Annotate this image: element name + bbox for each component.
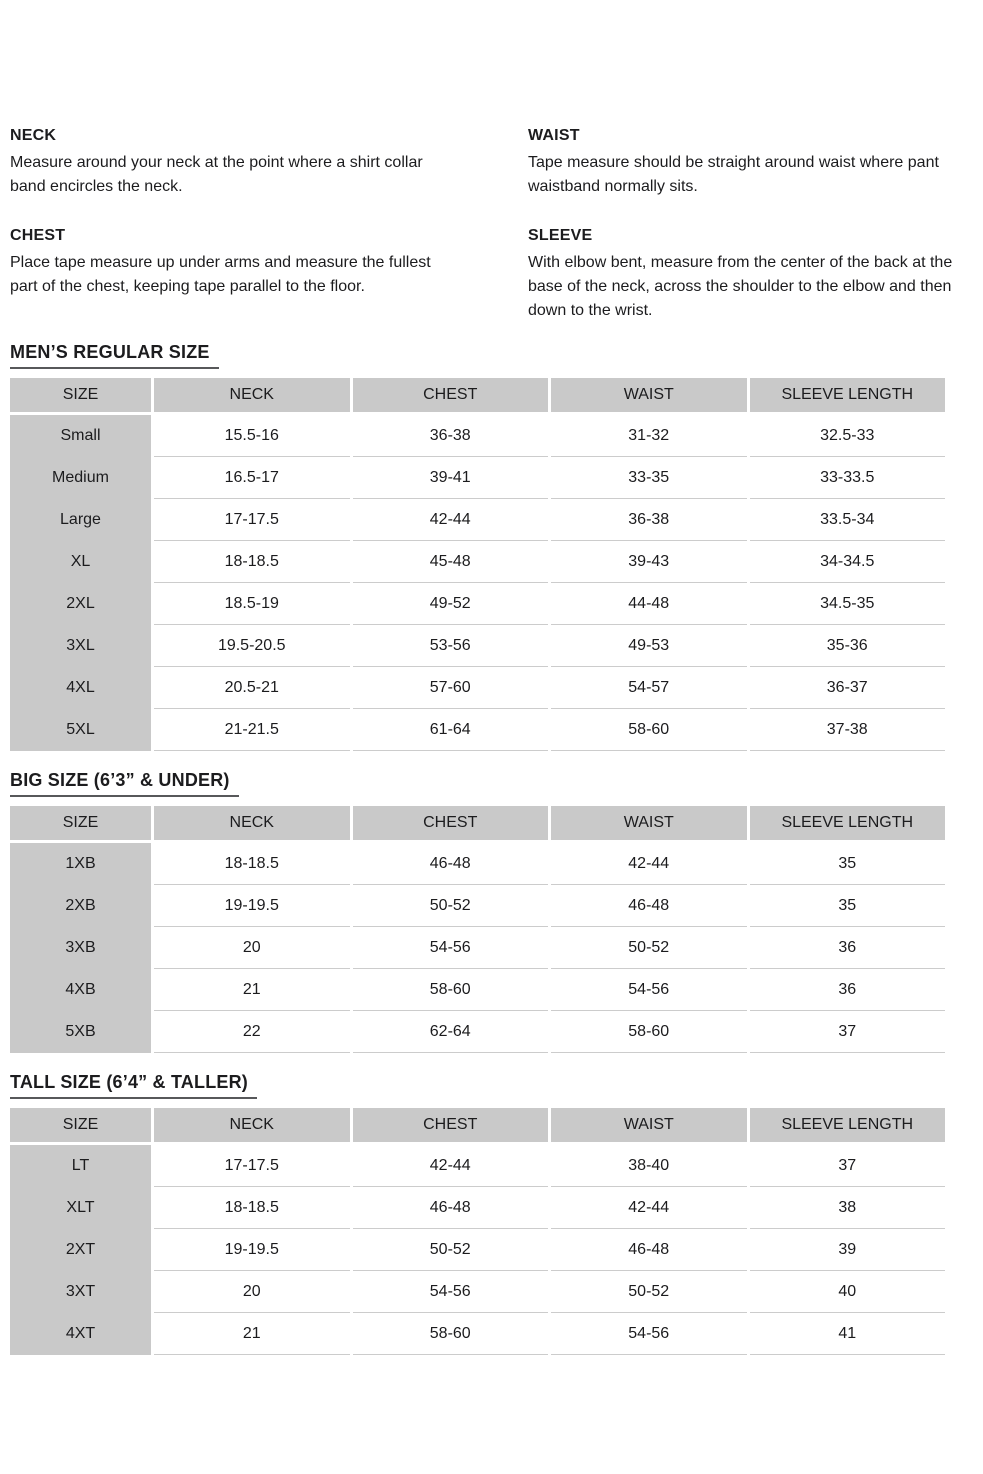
waist-instruction [528, 126, 953, 199]
value-cell: 34.5-35 [750, 583, 946, 625]
big-size-table [7, 806, 948, 1053]
value-cell: 33-33.5 [750, 457, 946, 499]
value-cell: 36-37 [750, 667, 946, 709]
column-header: WAIST [551, 1108, 747, 1145]
table-row [10, 625, 945, 667]
mens-regular-size-heading: MEN’S REGULAR SIZE [10, 341, 219, 369]
value-cell: 58-60 [551, 1011, 747, 1053]
value-cell: 42-44 [353, 499, 549, 541]
value-cell: 35-36 [750, 625, 946, 667]
table-row [10, 885, 945, 927]
value-cell: 21-21.5 [154, 709, 350, 751]
sleeve-instruction [528, 226, 953, 323]
column-header: SLEEVE LENGTH [750, 378, 946, 415]
value-cell: 42-44 [551, 1187, 747, 1229]
value-cell: 22 [154, 1011, 350, 1053]
table-row [10, 457, 945, 499]
value-cell: 34-34.5 [750, 541, 946, 583]
value-cell: 46-48 [353, 843, 549, 885]
size-label-cell: 3XT [10, 1271, 151, 1313]
mens-regular-size-table [7, 378, 948, 751]
neck-instruction-text: Measure around your neck at the point where a shirt collar band encircles the neck. [10, 154, 423, 195]
size-label-cell: 1XB [10, 843, 151, 885]
header-row [10, 806, 945, 843]
table-row [10, 1271, 945, 1313]
column-header: WAIST [551, 806, 747, 843]
value-cell: 54-56 [551, 1313, 747, 1355]
value-cell: 46-48 [551, 1229, 747, 1271]
value-cell: 40 [750, 1271, 946, 1313]
measuring-instructions [10, 126, 953, 323]
value-cell: 50-52 [551, 1271, 747, 1313]
value-cell: 54-56 [353, 1271, 549, 1313]
size-label-cell: 2XT [10, 1229, 151, 1271]
size-label-cell: 2XL [10, 583, 151, 625]
table-row [10, 927, 945, 969]
size-label-cell: LT [10, 1145, 151, 1187]
size-label-cell: Large [10, 499, 151, 541]
value-cell: 36 [750, 927, 946, 969]
value-cell: 18-18.5 [154, 843, 350, 885]
value-cell: 21 [154, 969, 350, 1011]
value-cell: 45-48 [353, 541, 549, 583]
tall-size-section [10, 1071, 953, 1355]
size-label-cell: 4XB [10, 969, 151, 1011]
value-cell: 17-17.5 [154, 499, 350, 541]
value-cell: 61-64 [353, 709, 549, 751]
table-row [10, 583, 945, 625]
value-cell: 50-52 [353, 885, 549, 927]
value-cell: 62-64 [353, 1011, 549, 1053]
value-cell: 17-17.5 [154, 1145, 350, 1187]
value-cell: 41 [750, 1313, 946, 1355]
size-label-cell: 2XB [10, 885, 151, 927]
value-cell: 53-56 [353, 625, 549, 667]
value-cell: 18-18.5 [154, 1187, 350, 1229]
tall-size-heading: TALL SIZE (6’4” & TALLER) [10, 1071, 257, 1099]
column-header: WAIST [551, 378, 747, 415]
value-cell: 36-38 [551, 499, 747, 541]
value-cell: 35 [750, 843, 946, 885]
value-cell: 37-38 [750, 709, 946, 751]
value-cell: 44-48 [551, 583, 747, 625]
value-cell: 20 [154, 927, 350, 969]
size-label-cell: Medium [10, 457, 151, 499]
value-cell: 37 [750, 1011, 946, 1053]
table-row [10, 1187, 945, 1229]
table-row [10, 499, 945, 541]
table-row [10, 1011, 945, 1053]
value-cell: 46-48 [551, 885, 747, 927]
value-cell: 20.5-21 [154, 667, 350, 709]
value-cell: 42-44 [353, 1145, 549, 1187]
mens-regular-size-section [10, 341, 953, 751]
value-cell: 58-60 [353, 969, 549, 1011]
neck-instruction-title: NECK [10, 127, 57, 144]
waist-instruction-text: Tape measure should be straight around waist where pant waistband normally sits. [528, 154, 939, 195]
column-header: CHEST [353, 378, 549, 415]
value-cell: 58-60 [353, 1313, 549, 1355]
value-cell: 36 [750, 969, 946, 1011]
size-label-cell: Small [10, 415, 151, 457]
table-row [10, 541, 945, 583]
column-header: SLEEVE LENGTH [750, 806, 946, 843]
column-header: SLEEVE LENGTH [750, 1108, 946, 1145]
column-header: NECK [154, 1108, 350, 1145]
value-cell: 50-52 [353, 1229, 549, 1271]
chest-instruction-text: Place tape measure up under arms and measure the fullest part of the chest, keeping tape parallel to the floor. [10, 254, 431, 295]
value-cell: 31-32 [551, 415, 747, 457]
value-cell: 20 [154, 1271, 350, 1313]
value-cell: 38 [750, 1187, 946, 1229]
value-cell: 58-60 [551, 709, 747, 751]
value-cell: 19-19.5 [154, 885, 350, 927]
size-label-cell: XLT [10, 1187, 151, 1229]
column-header: CHEST [353, 806, 549, 843]
value-cell: 38-40 [551, 1145, 747, 1187]
value-cell: 35 [750, 885, 946, 927]
value-cell: 39-43 [551, 541, 747, 583]
column-header: NECK [154, 806, 350, 843]
value-cell: 50-52 [551, 927, 747, 969]
table-row [10, 709, 945, 751]
value-cell: 39-41 [353, 457, 549, 499]
column-header: SIZE [10, 806, 151, 843]
sleeve-instruction-text: With elbow bent, measure from the center of the back at the base of the neck, across the shoulder to the elbow and then down to the wrist. [528, 254, 953, 319]
column-header: NECK [154, 378, 350, 415]
table-row [10, 843, 945, 885]
chest-instruction [10, 226, 528, 323]
table-row [10, 415, 945, 457]
header-row [10, 378, 945, 415]
column-header: SIZE [10, 1108, 151, 1145]
neck-instruction [10, 126, 528, 199]
size-label-cell: XL [10, 541, 151, 583]
sleeve-instruction-title: SLEEVE [528, 227, 593, 244]
value-cell: 54-56 [353, 927, 549, 969]
chest-instruction-title: CHEST [10, 227, 66, 244]
size-label-cell: 3XB [10, 927, 151, 969]
value-cell: 18.5-19 [154, 583, 350, 625]
value-cell: 21 [154, 1313, 350, 1355]
table-row [10, 1313, 945, 1355]
value-cell: 46-48 [353, 1187, 549, 1229]
table-row [10, 1145, 945, 1187]
value-cell: 19-19.5 [154, 1229, 350, 1271]
value-cell: 18-18.5 [154, 541, 350, 583]
value-cell: 49-52 [353, 583, 549, 625]
value-cell: 15.5-16 [154, 415, 350, 457]
value-cell: 33.5-34 [750, 499, 946, 541]
value-cell: 37 [750, 1145, 946, 1187]
column-header: CHEST [353, 1108, 549, 1145]
big-size-heading: BIG SIZE (6’3” & UNDER) [10, 769, 239, 797]
value-cell: 49-53 [551, 625, 747, 667]
value-cell: 39 [750, 1229, 946, 1271]
value-cell: 16.5-17 [154, 457, 350, 499]
value-cell: 42-44 [551, 843, 747, 885]
big-size-section [10, 769, 953, 1053]
value-cell: 57-60 [353, 667, 549, 709]
table-row [10, 1229, 945, 1271]
column-header: SIZE [10, 378, 151, 415]
header-row [10, 1108, 945, 1145]
size-label-cell: 5XB [10, 1011, 151, 1053]
size-label-cell: 4XL [10, 667, 151, 709]
value-cell: 32.5-33 [750, 415, 946, 457]
table-row [10, 667, 945, 709]
value-cell: 33-35 [551, 457, 747, 499]
table-row [10, 969, 945, 1011]
value-cell: 54-57 [551, 667, 747, 709]
waist-instruction-title: WAIST [528, 127, 580, 144]
value-cell: 54-56 [551, 969, 747, 1011]
size-label-cell: 4XT [10, 1313, 151, 1355]
size-label-cell: 3XL [10, 625, 151, 667]
value-cell: 19.5-20.5 [154, 625, 350, 667]
size-label-cell: 5XL [10, 709, 151, 751]
tall-size-table [7, 1108, 948, 1355]
value-cell: 36-38 [353, 415, 549, 457]
